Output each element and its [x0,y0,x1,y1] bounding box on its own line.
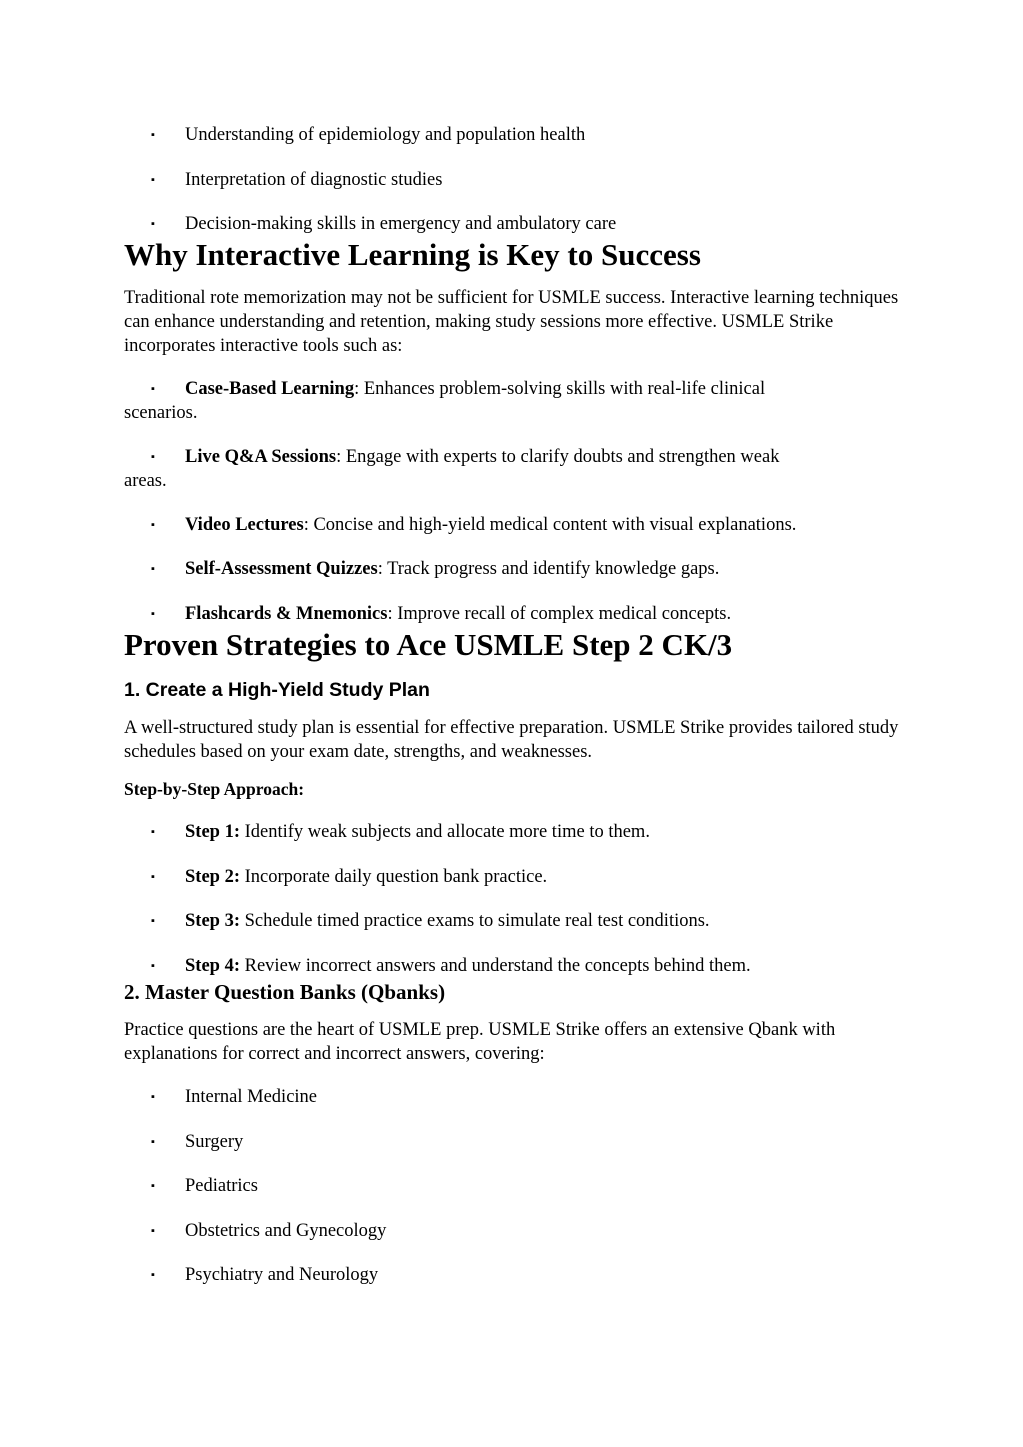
list-item [124,866,884,889]
list-item-term: Live Q&A Sessions [185,447,337,467]
list-item-text: Pediatrics [185,1176,258,1196]
bullet-icon: ▪ [151,1225,155,1237]
section-heading: Proven Strategies to Ace USMLE Step 2 CK/3 [124,627,733,662]
list-item [124,169,884,192]
bullet-icon: ▪ [151,915,155,927]
bullet-icon: ▪ [151,960,155,972]
list-item-text: Psychiatry and Neurology [185,1265,379,1285]
list-item-text: Internal Medicine [185,1087,318,1107]
bullet-icon: ▪ [151,1136,155,1148]
list-item [124,378,884,401]
list-item [124,213,884,236]
list-item-term: Case-Based Learning [185,379,355,399]
list-item [124,1220,884,1243]
list-item-text: : Improve recall of complex medical concepts. [387,604,732,624]
list-item-continuation: areas. [124,471,167,491]
list-item-text: Incorporate daily question bank practice. [240,867,548,887]
bullet-icon: ▪ [151,608,155,620]
list-item [124,821,884,844]
bullet-icon: ▪ [151,129,155,141]
list-item-term: Step 2: [185,867,240,887]
list-item-text: : Concise and high-yield medical content with visual explanations. [303,515,797,535]
bullet-icon: ▪ [151,563,155,575]
list-item [124,603,884,626]
bullet-icon: ▪ [151,1269,155,1281]
list-item-text: : Track progress and identify knowledge gaps. [377,559,720,579]
bullet-icon: ▪ [151,451,155,463]
approach-label: Step-by-Step Approach: [124,779,305,799]
bullet-icon: ▪ [151,519,155,531]
subsection-paragraph: A well-structured study plan is essential for effective preparation. USMLE Strike provides tailored study schedules based on your exam date, strengths, and weaknesses. [124,718,899,762]
list-item-term: Step 4: [185,956,240,976]
list-item [124,910,884,933]
section-paragraph: Traditional rote memorization may not be sufficient for USMLE success. Interactive learning techniques can enhance understanding and retention, making study sessions more effective. USMLE Strike incorporates interactive tools such as: [124,288,899,356]
list-item [124,124,884,147]
bullet-icon: ▪ [151,218,155,230]
list-item-term: Video Lectures [185,515,304,535]
bullet-icon: ▪ [151,871,155,883]
list-item [124,558,884,581]
bullet-icon: ▪ [151,1180,155,1192]
list-item-text: Review incorrect answers and understand the concepts behind them. [240,956,751,976]
list-item-text: Interpretation of diagnostic studies [185,170,443,190]
list-item-text: Decision-making skills in emergency and ambulatory care [185,214,617,234]
section-heading: Why Interactive Learning is Key to Success [124,237,701,272]
bullet-icon: ▪ [151,383,155,395]
list-item-text: Obstetrics and Gynecology [185,1221,387,1241]
list-item [124,446,884,469]
list-item [124,1131,884,1154]
bullet-icon: ▪ [151,1091,155,1103]
bullet-icon: ▪ [151,174,155,186]
subsection-heading: 1. Create a High-Yield Study Plan [124,679,430,701]
list-item-text: : Enhances problem-solving skills with real-life clinical [354,379,766,399]
list-item-text: Schedule timed practice exams to simulate real test conditions. [240,911,710,931]
bullet-icon: ▪ [151,826,155,838]
subsection-heading: 2. Master Question Banks (Qbanks) [124,980,446,1004]
list-item-text: Identify weak subjects and allocate more time to them. [240,822,650,842]
list-item [124,1086,884,1109]
list-item-text: Understanding of epidemiology and population health [185,125,586,145]
list-item [124,1175,884,1198]
list-item-text: Surgery [185,1132,244,1152]
list-item [124,955,884,978]
list-item-term: Step 1: [185,822,240,842]
list-item-text: : Engage with experts to clarify doubts and strengthen weak [336,447,780,467]
list-item [124,1264,884,1287]
subsection-paragraph: Practice questions are the heart of USMLE prep. USMLE Strike offers an extensive Qbank with explanations for correct and incorrect answers, covering: [124,1020,836,1064]
list-item-term: Step 3: [185,911,240,931]
list-item-continuation: scenarios. [124,403,198,423]
list-item [124,514,884,537]
list-item-term: Flashcards & Mnemonics [185,604,388,624]
list-item-term: Self-Assessment Quizzes [185,559,378,579]
